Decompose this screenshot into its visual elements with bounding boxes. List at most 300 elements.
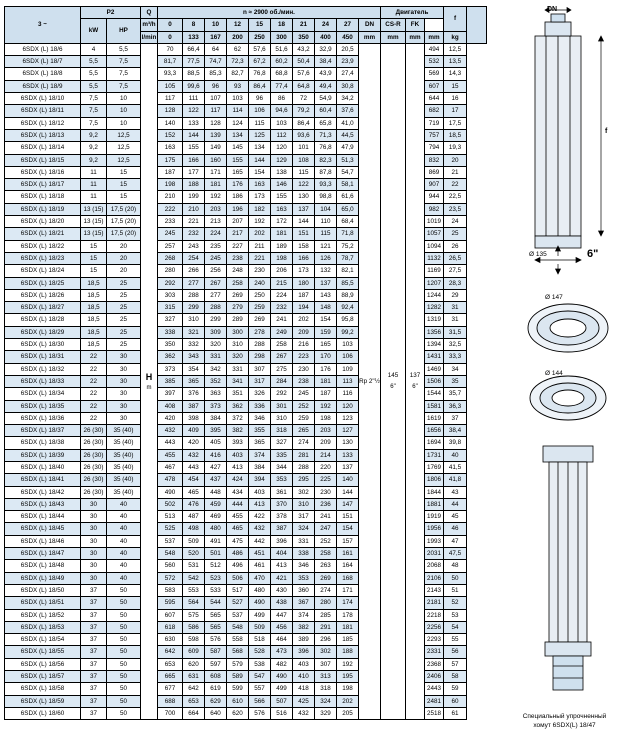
row-f-value: 607 xyxy=(425,80,444,92)
row-head-value-2: 597 xyxy=(205,658,227,670)
row-head-value-6: 194 xyxy=(293,302,315,314)
row-head-value-8: 192 xyxy=(337,658,359,670)
h-unit-cell xyxy=(141,43,158,719)
row-model-name: 6SDX (L) 18/40 xyxy=(5,461,81,473)
row-head-value-0: 397 xyxy=(158,388,183,400)
row-weight-value: 35 xyxy=(444,375,467,387)
row-head-value-8: 185 xyxy=(337,634,359,646)
row-model-name: 6SDX (L) 18/49 xyxy=(5,572,81,584)
row-model-name: 6SDX (L) 18/60 xyxy=(5,707,81,719)
row-head-value-0: 327 xyxy=(158,314,183,326)
row-head-value-4: 384 xyxy=(249,461,271,473)
row-head-value-5: 353 xyxy=(271,474,293,486)
row-head-value-7: 54,9 xyxy=(315,93,337,105)
row-kw: 22 xyxy=(81,351,107,363)
row-head-value-0: 350 xyxy=(158,339,183,351)
row-f-value: 757 xyxy=(425,129,444,141)
row-model-name: 6SDX (L) 18/51 xyxy=(5,597,81,609)
row-head-value-3: 145 xyxy=(227,142,249,154)
row-head-value-4: 173 xyxy=(249,191,271,203)
row-hp: 30 xyxy=(107,375,141,387)
row-head-value-7: 291 xyxy=(315,621,337,633)
row-hp: 50 xyxy=(107,707,141,719)
row-model-name: 6SDX (L) 18/33 xyxy=(5,375,81,387)
row-head-value-0: 443 xyxy=(158,437,183,449)
row-head-value-5: 189 xyxy=(271,240,293,252)
row-kw: 22 xyxy=(81,363,107,375)
row-kw: 37 xyxy=(81,597,107,609)
row-hp: 25 xyxy=(107,277,141,289)
row-head-value-6: 353 xyxy=(293,572,315,584)
header-flow-400: 400 xyxy=(315,31,337,43)
row-kw: 30 xyxy=(81,498,107,510)
row-kw: 30 xyxy=(81,511,107,523)
row-head-value-1: 266 xyxy=(183,265,205,277)
row-head-value-6: 50,4 xyxy=(293,56,315,68)
row-head-value-5: 232 xyxy=(271,302,293,314)
row-head-value-1: 88,5 xyxy=(183,68,205,80)
row-head-value-1: 443 xyxy=(183,461,205,473)
row-head-value-3: 548 xyxy=(227,621,249,633)
row-hp: 30 xyxy=(107,388,141,400)
row-f-value: 1169 xyxy=(425,265,444,277)
row-f-value: 2368 xyxy=(425,658,444,670)
row-head-value-3: 537 xyxy=(227,609,249,621)
row-hp: 5,5 xyxy=(107,43,141,55)
row-hp: 50 xyxy=(107,695,141,707)
row-model-name: 6SDX (L) 18/6 xyxy=(5,43,81,55)
row-head-value-7: 159 xyxy=(315,326,337,338)
row-head-value-4: 230 xyxy=(249,265,271,277)
row-model-name: 6SDX (L) 18/30 xyxy=(5,339,81,351)
row-weight-value: 60 xyxy=(444,695,467,707)
row-head-value-6: 245 xyxy=(293,388,315,400)
row-head-value-0: 583 xyxy=(158,584,183,596)
row-head-value-6: 374 xyxy=(293,609,315,621)
row-head-value-5: 138 xyxy=(271,166,293,178)
row-model-name: 6SDX (L) 18/25 xyxy=(5,277,81,289)
row-head-value-1: 476 xyxy=(183,498,205,510)
row-f-value: 2331 xyxy=(425,646,444,658)
row-head-value-5: 51,6 xyxy=(271,43,293,55)
row-head-value-3: 362 xyxy=(227,400,249,412)
row-head-value-5: 120 xyxy=(271,142,293,154)
row-head-value-3: 579 xyxy=(227,658,249,670)
row-head-value-7: 220 xyxy=(315,461,337,473)
row-head-value-3: 227 xyxy=(227,240,249,252)
row-kw: 37 xyxy=(81,609,107,621)
row-model-name: 6SDX (L) 18/59 xyxy=(5,695,81,707)
row-head-value-2: 469 xyxy=(205,511,227,523)
row-f-value: 719 xyxy=(425,117,444,129)
row-f-value: 2068 xyxy=(425,560,444,572)
row-head-value-4: 144 xyxy=(249,154,271,166)
row-head-value-1: 465 xyxy=(183,486,205,498)
row-model-name: 6SDX (L) 18/48 xyxy=(5,560,81,572)
row-hp: 50 xyxy=(107,597,141,609)
row-head-value-6: 173 xyxy=(293,265,315,277)
row-weight-value: 50 xyxy=(444,572,467,584)
row-head-value-0: 385 xyxy=(158,375,183,387)
row-head-value-6: 382 xyxy=(293,621,315,633)
row-head-value-7: 71,3 xyxy=(315,129,337,141)
row-head-value-8: 88,9 xyxy=(337,289,359,301)
row-head-value-7: 307 xyxy=(315,658,337,670)
row-head-value-2: 85,3 xyxy=(205,68,227,80)
row-head-value-5: 94,6 xyxy=(271,105,293,117)
row-head-value-3: 62 xyxy=(227,43,249,55)
row-head-value-4: 106 xyxy=(249,105,271,117)
row-hp: 7,5 xyxy=(107,68,141,80)
row-head-value-4: 413 xyxy=(249,498,271,510)
row-head-value-0: 595 xyxy=(158,597,183,609)
row-f-value: 1094 xyxy=(425,240,444,252)
row-head-value-1: 498 xyxy=(183,523,205,535)
row-kw: 26 (30) xyxy=(81,449,107,461)
row-head-value-4: 422 xyxy=(249,511,271,523)
row-head-value-1: 420 xyxy=(183,437,205,449)
row-model-name: 6SDX (L) 18/31 xyxy=(5,351,81,363)
row-weight-value: 35,7 xyxy=(444,388,467,400)
row-head-value-5: 275 xyxy=(271,363,293,375)
row-head-value-7: 247 xyxy=(315,523,337,535)
row-f-value: 1731 xyxy=(425,449,444,461)
row-kw: 22 xyxy=(81,388,107,400)
pump-illustrations xyxy=(505,6,631,706)
row-kw: 30 xyxy=(81,572,107,584)
row-head-value-1: 66,4 xyxy=(183,43,205,55)
header-q-21: 21 xyxy=(293,19,315,31)
row-head-value-1: 376 xyxy=(183,388,205,400)
row-head-value-8: 68,4 xyxy=(337,216,359,228)
row-head-value-6: 93,6 xyxy=(293,129,315,141)
row-head-value-3: 475 xyxy=(227,535,249,547)
row-head-value-7: 43,9 xyxy=(315,68,337,80)
row-weight-value: 22 xyxy=(444,179,467,191)
row-head-value-5: 215 xyxy=(271,277,293,289)
header-flow-350: 350 xyxy=(293,31,315,43)
row-head-value-6: 396 xyxy=(293,646,315,658)
row-model-name: 6SDX (L) 18/12 xyxy=(5,117,81,129)
row-f-value: 644 xyxy=(425,93,444,105)
row-weight-value: 18,5 xyxy=(444,129,467,141)
row-head-value-3: 289 xyxy=(227,314,249,326)
row-head-value-4: 278 xyxy=(249,326,271,338)
header-p2: P2 xyxy=(81,7,141,19)
row-model-name: 6SDX (L) 18/9 xyxy=(5,80,81,92)
row-head-value-4: 442 xyxy=(249,535,271,547)
row-kw: 5,5 xyxy=(81,68,107,80)
row-head-value-4: 298 xyxy=(249,351,271,363)
row-head-value-4: 76,8 xyxy=(249,68,271,80)
row-kw: 30 xyxy=(81,535,107,547)
row-head-value-8: 99,2 xyxy=(337,326,359,338)
row-hp: 30 xyxy=(107,400,141,412)
row-head-value-0: 117 xyxy=(158,93,183,105)
motor-csr-value: 145 6" xyxy=(381,43,406,719)
row-model-name: 6SDX (L) 18/41 xyxy=(5,474,81,486)
row-head-value-8: 144 xyxy=(337,486,359,498)
header-f-mm: mm xyxy=(425,31,444,43)
row-head-value-3: 620 xyxy=(227,707,249,719)
row-head-value-1: 642 xyxy=(183,683,205,695)
row-head-value-2: 405 xyxy=(205,437,227,449)
row-head-value-2: 459 xyxy=(205,498,227,510)
row-head-value-0: 572 xyxy=(158,572,183,584)
row-head-value-4: 365 xyxy=(249,437,271,449)
row-head-value-0: 93,3 xyxy=(158,68,183,80)
row-head-value-1: 310 xyxy=(183,314,205,326)
row-model-name: 6SDX (L) 18/36 xyxy=(5,412,81,424)
row-head-value-5: 344 xyxy=(271,461,293,473)
row-head-value-6: 403 xyxy=(293,658,315,670)
table-row xyxy=(5,43,487,55)
row-head-value-7: 154 xyxy=(315,314,337,326)
row-weight-value: 14,3 xyxy=(444,68,467,80)
row-head-value-8: 147 xyxy=(337,498,359,510)
row-head-value-2: 320 xyxy=(205,339,227,351)
row-head-value-2: 331 xyxy=(205,351,227,363)
row-head-value-4: 403 xyxy=(249,486,271,498)
row-head-value-5: 146 xyxy=(271,179,293,191)
row-weight-value: 34 xyxy=(444,363,467,375)
row-head-value-3: 599 xyxy=(227,683,249,695)
row-head-value-2: 576 xyxy=(205,634,227,646)
row-head-value-4: 182 xyxy=(249,203,271,215)
row-head-value-6: 79,2 xyxy=(293,105,315,117)
row-model-name: 6SDX (L) 18/22 xyxy=(5,240,81,252)
row-kw: 30 xyxy=(81,560,107,572)
row-hp: 40 xyxy=(107,498,141,510)
row-f-value: 494 xyxy=(425,43,444,55)
row-weight-value: 33,3 xyxy=(444,351,467,363)
row-head-value-6: 265 xyxy=(293,425,315,437)
row-head-value-4: 566 xyxy=(249,695,271,707)
row-head-value-0: 408 xyxy=(158,400,183,412)
header-q-12: 12 xyxy=(227,19,249,31)
row-kw: 30 xyxy=(81,548,107,560)
motor-fk-unit: 6" xyxy=(412,383,418,390)
h-unit: m xyxy=(146,384,152,391)
row-model-name: 6SDX (L) 18/19 xyxy=(5,203,81,215)
row-head-value-3: 196 xyxy=(227,203,249,215)
row-head-value-2: 96 xyxy=(205,80,227,92)
header-q-8: 8 xyxy=(183,19,205,31)
row-head-value-0: 245 xyxy=(158,228,183,240)
row-head-value-1: 155 xyxy=(183,142,205,154)
row-model-name: 6SDX (L) 18/57 xyxy=(5,671,81,683)
row-weight-value: 20 xyxy=(444,154,467,166)
row-weight-value: 31,5 xyxy=(444,326,467,338)
row-head-value-5: 112 xyxy=(271,129,293,141)
row-head-value-7: 192 xyxy=(315,400,337,412)
row-head-value-1: 210 xyxy=(183,203,205,215)
row-weight-value: 31 xyxy=(444,302,467,314)
row-head-value-6: 432 xyxy=(293,707,315,719)
pump-drawings-svg xyxy=(505,6,631,706)
row-head-value-8: 157 xyxy=(337,535,359,547)
row-head-value-3: 393 xyxy=(227,437,249,449)
row-head-value-5: 516 xyxy=(271,707,293,719)
row-head-value-8: 161 xyxy=(337,548,359,560)
row-head-value-0: 222 xyxy=(158,203,183,215)
row-head-value-1: 609 xyxy=(183,646,205,658)
row-kw: 18,5 xyxy=(81,302,107,314)
row-head-value-3: 124 xyxy=(227,117,249,129)
header-kg-spacer xyxy=(467,7,487,44)
row-head-value-8: 164 xyxy=(337,560,359,572)
row-kw: 18,5 xyxy=(81,339,107,351)
row-head-value-5: 310 xyxy=(271,412,293,424)
row-f-value: 1132 xyxy=(425,252,444,264)
row-head-value-5: 447 xyxy=(271,609,293,621)
row-head-value-6: 101 xyxy=(293,142,315,154)
row-head-value-8: 113 xyxy=(337,375,359,387)
header-phase: 3 ~ xyxy=(5,7,81,44)
row-hp: 35 (40) xyxy=(107,425,141,437)
row-head-value-3: 341 xyxy=(227,375,249,387)
row-weight-value: 57 xyxy=(444,658,467,670)
row-head-value-4: 57,6 xyxy=(249,43,271,55)
header-q: Q xyxy=(141,7,158,19)
row-head-value-1: 631 xyxy=(183,671,205,683)
row-head-value-1: 354 xyxy=(183,363,205,375)
row-model-name: 6SDX (L) 18/35 xyxy=(5,400,81,412)
row-head-value-6: 130 xyxy=(293,191,315,203)
row-head-value-7: 313 xyxy=(315,671,337,683)
row-weight-value: 38,4 xyxy=(444,425,467,437)
header-q-27: 27 xyxy=(337,19,359,31)
row-kw: 15 xyxy=(81,252,107,264)
row-head-value-6: 144 xyxy=(293,216,315,228)
row-head-value-4: 346 xyxy=(249,412,271,424)
row-f-value: 982 xyxy=(425,203,444,215)
row-head-value-6: 281 xyxy=(293,449,315,461)
row-f-value: 2518 xyxy=(425,707,444,719)
row-head-value-5: 464 xyxy=(271,634,293,646)
row-head-value-0: 268 xyxy=(158,252,183,264)
row-f-value: 1207 xyxy=(425,277,444,289)
row-head-value-0: 163 xyxy=(158,142,183,154)
row-head-value-0: 478 xyxy=(158,474,183,486)
row-head-value-6: 252 xyxy=(293,400,315,412)
row-f-value: 1244 xyxy=(425,289,444,301)
row-head-value-3: 413 xyxy=(227,461,249,473)
row-head-value-3: 351 xyxy=(227,388,249,400)
row-head-value-3: 238 xyxy=(227,252,249,264)
row-head-value-5: 438 xyxy=(271,597,293,609)
row-hp: 40 xyxy=(107,511,141,523)
row-head-value-3: 279 xyxy=(227,302,249,314)
row-head-value-7: 274 xyxy=(315,584,337,596)
row-model-name: 6SDX (L) 18/39 xyxy=(5,449,81,461)
row-hp: 40 xyxy=(107,523,141,535)
row-head-value-3: 82,7 xyxy=(227,68,249,80)
row-hp: 25 xyxy=(107,302,141,314)
row-hp: 50 xyxy=(107,634,141,646)
row-head-value-1: 188 xyxy=(183,179,205,191)
row-kw: 5,5 xyxy=(81,80,107,92)
row-hp: 40 xyxy=(107,572,141,584)
row-f-value: 1431 xyxy=(425,351,444,363)
row-head-value-3: 93 xyxy=(227,80,249,92)
row-weight-value: 43 xyxy=(444,486,467,498)
row-model-name: 6SDX (L) 18/13 xyxy=(5,129,81,141)
row-model-name: 6SDX (L) 18/21 xyxy=(5,228,81,240)
row-head-value-4: 288 xyxy=(249,339,271,351)
row-head-value-4: 269 xyxy=(249,314,271,326)
row-head-value-5: 172 xyxy=(271,216,293,228)
row-head-value-5: 396 xyxy=(271,535,293,547)
row-hp: 17,5 (20) xyxy=(107,228,141,240)
row-head-value-8: 106 xyxy=(337,351,359,363)
row-head-value-0: 81,7 xyxy=(158,56,183,68)
row-head-value-4: 461 xyxy=(249,560,271,572)
row-head-value-5: 473 xyxy=(271,646,293,658)
row-head-value-3: 134 xyxy=(227,129,249,141)
row-head-value-3: 217 xyxy=(227,228,249,240)
row-head-value-1: 77,5 xyxy=(183,56,205,68)
row-model-name: 6SDX (L) 18/26 xyxy=(5,289,81,301)
row-hp: 50 xyxy=(107,584,141,596)
header-flow-0: 0 xyxy=(158,31,183,43)
row-head-value-0: 677 xyxy=(158,683,183,695)
row-head-value-2: 501 xyxy=(205,548,227,560)
row-head-value-0: 607 xyxy=(158,609,183,621)
dn-label: DN xyxy=(547,6,558,13)
row-head-value-8: 205 xyxy=(337,707,359,719)
row-hp: 10 xyxy=(107,117,141,129)
row-head-value-5: 361 xyxy=(271,486,293,498)
row-f-value: 2293 xyxy=(425,634,444,646)
row-kw: 18,5 xyxy=(81,326,107,338)
row-head-value-2: 565 xyxy=(205,609,227,621)
row-weight-value: 26,5 xyxy=(444,252,467,264)
row-head-value-2: 128 xyxy=(205,117,227,129)
row-head-value-4: 250 xyxy=(249,289,271,301)
row-kw: 26 (30) xyxy=(81,437,107,449)
row-head-value-7: 225 xyxy=(315,474,337,486)
row-head-value-7: 181 xyxy=(315,375,337,387)
h-letter: H xyxy=(145,371,153,382)
row-head-value-4: 538 xyxy=(249,658,271,670)
row-f-value: 2443 xyxy=(425,683,444,695)
row-head-value-6: 180 xyxy=(293,277,315,289)
row-head-value-1: 166 xyxy=(183,154,205,166)
row-head-value-5: 267 xyxy=(271,351,293,363)
row-model-name: 6SDX (L) 18/52 xyxy=(5,609,81,621)
row-head-value-4: 67,2 xyxy=(249,56,271,68)
row-f-value: 1469 xyxy=(425,363,444,375)
row-head-value-8: 123 xyxy=(337,412,359,424)
row-weight-value: 47,5 xyxy=(444,548,467,560)
row-head-value-4: 221 xyxy=(249,252,271,264)
row-head-value-6: 137 xyxy=(293,203,315,215)
row-head-value-2: 171 xyxy=(205,166,227,178)
header-q-units: m³/h xyxy=(141,19,158,31)
row-hp: 25 xyxy=(107,314,141,326)
row-head-value-5: 404 xyxy=(271,548,293,560)
row-kw: 37 xyxy=(81,621,107,633)
row-hp: 7,5 xyxy=(107,80,141,92)
row-head-value-7: 98,8 xyxy=(315,191,337,203)
row-head-value-1: 432 xyxy=(183,449,205,461)
row-model-name: 6SDX (L) 18/17 xyxy=(5,179,81,191)
row-head-value-8: 109 xyxy=(337,363,359,375)
row-weight-value: 61 xyxy=(444,707,467,719)
row-head-value-4: 211 xyxy=(249,240,271,252)
row-hp: 20 xyxy=(107,265,141,277)
